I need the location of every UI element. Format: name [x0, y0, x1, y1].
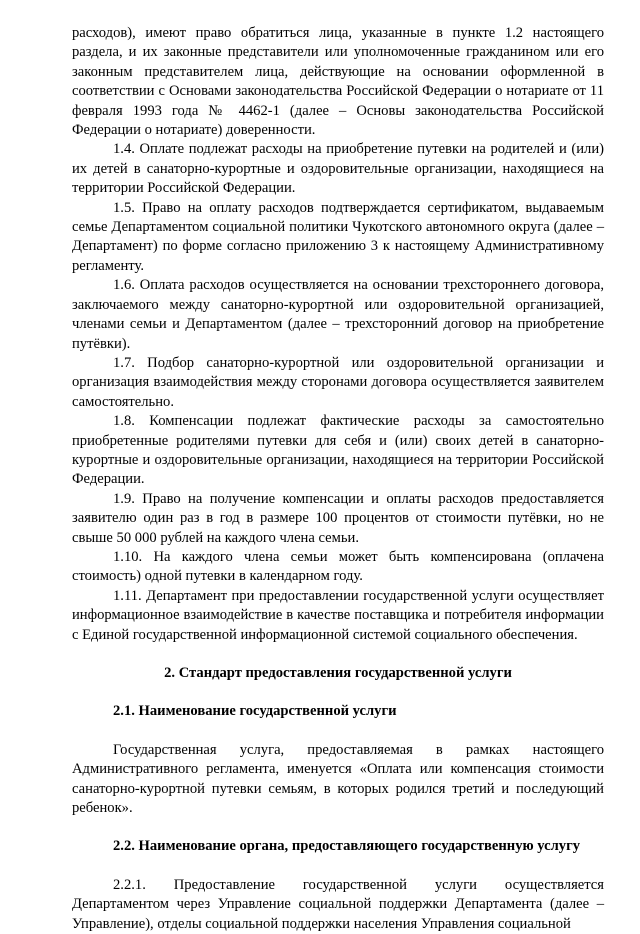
section-2-2-heading: 2.2. Наименование органа, предоставляющего государственную услугу [113, 838, 581, 855]
paragraph-1-7: 1.7. Подбор санаторно-курортной или оздоровительной организации и организация взаимодействия между сторонами договора осуществляется заявителем самостоятельно. [72, 354, 604, 410]
paragraph-1-9: 1.9. Право на получение компенсации и оплаты расходов предоставляется заявителю один раз в год в размере 100 процентов от стоимости путёвки, но не свыше 50 000 рублей на каждого члена семьи. [72, 490, 604, 546]
section-2-1-heading: 2.1. Наименование государственной услуги [113, 703, 397, 720]
paragraph-continuation: расходов), имеют право обратиться лица, указанные в пункте 1.2 настоящего раздела, и их законные представители или уполномоченные гражданином или его законным представителем лица, действующие на основании оформленной в соответствии с Основами законодательства Российской Федерации о нотариате от 11 февраля 1993 года № 4462-1 (далее – Основы законодательства Российской Федерации о нотариате) доверенности. [72, 25, 604, 139]
paragraph-1-4: 1.4. Оплате подлежат расходы на приобретение путевки на родителей и (или) их детей в санаторно-курортные и оздоровительные организации, находящиеся на территории Российской Федерации. [72, 141, 604, 197]
paragraph-1-10: 1.10. На каждого члена семьи может быть компенсирована (оплачена стоимость) одной путевки в календарном году. [72, 548, 604, 585]
paragraph-1-11: 1.11. Департамент при предоставлении государственной услуги осуществляет информационное взаимодействие в качестве поставщика и потребителя информации с Единой государственной информационной системой социального обеспечения. [72, 587, 604, 643]
document-page [72, 24, 604, 934]
paragraph-1-6: 1.6. Оплата расходов осуществляется на основании трехстороннего договора, заключаемого между санаторно-курортной или оздоровительной организацией, членами семьи и Департаментом (далее – трехсторонний договор на приобретение путёвки). [72, 277, 604, 352]
section-2-2-1-text: 2.2.1. Предоставление государственной услуги осуществляется Департаментом через Управление социальной поддержки Департамента (далее – Управление), отделы социальной поддержки населения Управления социальной [72, 876, 604, 932]
section-2-1-text: Государственная услуга, предоставляемая в рамках настоящего Административного регламента, именуется «Оплата или компенсация стоимости санаторно-курортной путевки семьям, в которых родился третий и последующий ребенок». [72, 741, 604, 817]
section-2-heading: 2. Стандарт предоставления государственной услуги [164, 665, 512, 681]
paragraph-1-5: 1.5. Право на оплату расходов подтверждается сертификатом, выдаваемым семье Департаментом социальной политики Чукотского автономного округа (далее – Департамент) по форме согласно приложению 3 к настоящему Административному регламенту. [72, 199, 604, 274]
paragraph-1-8: 1.8. Компенсации подлежат фактические расходы за самостоятельно приобретенные родителями путевки для себя и (или) своих детей в санаторно-курортные и оздоровительные организации, находящиеся на территории Российской Федерации. [72, 413, 604, 488]
